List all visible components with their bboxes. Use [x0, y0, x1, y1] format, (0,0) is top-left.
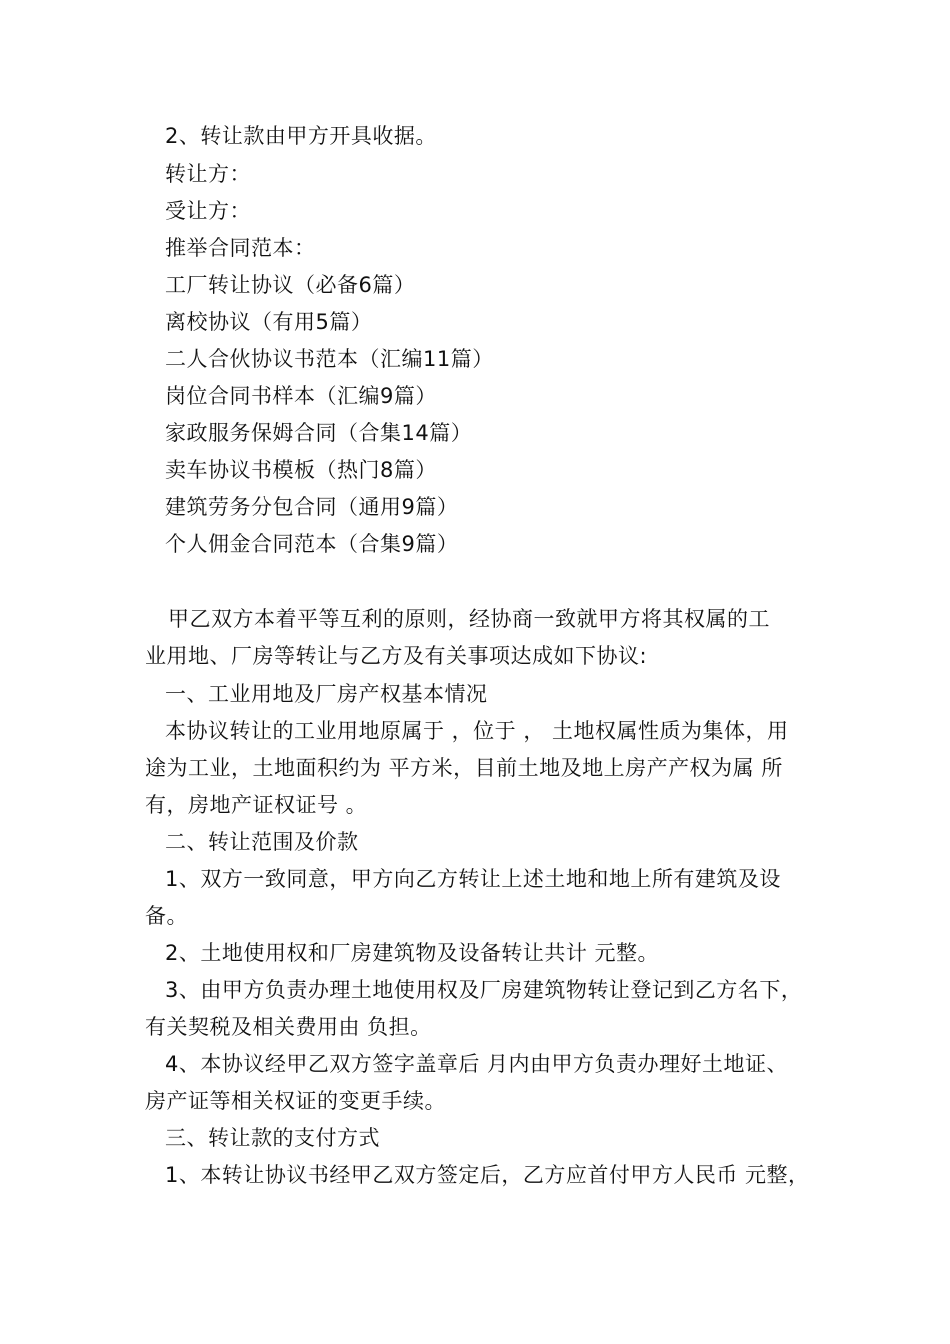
- section-paragraph: 本协议转让的工业用地原属于 ，位于 ， 土地权属性质为集体，用: [165, 719, 789, 743]
- recommend-item: 建筑劳务分包合同（通用9篇）: [165, 495, 459, 519]
- receipt-clause: 2、转让款由甲方开具收据。: [165, 124, 437, 148]
- agreement-intro: 业用地、厂房等转让与乙方及有关事项达成如下协议:: [145, 644, 648, 668]
- recommend-item: 个人佣金合同范本（合集9篇）: [165, 532, 459, 556]
- clause: 1、双方一致同意，甲方向乙方转让上述土地和地上所有建筑及设: [165, 867, 781, 891]
- clause: 备。: [145, 904, 188, 928]
- recommend-item: 岗位合同书样本（汇编9篇）: [165, 384, 437, 408]
- recommend-item: 离校协议（有用5篇）: [165, 310, 373, 334]
- recommend-item: 家政服务保姆合同（合集14篇）: [165, 421, 473, 445]
- recommend-heading: 推举合同范本：: [165, 236, 316, 260]
- recommend-item: 卖车协议书模板（热门8篇）: [165, 458, 437, 482]
- recommend-item: 二人合伙协议书范本（汇编11篇）: [165, 347, 494, 371]
- clause: 3、由甲方负责办理土地使用权及厂房建筑物转让登记到乙方名下，: [165, 978, 803, 1002]
- section-heading: 一、工业用地及厂房产权基本情况: [165, 682, 488, 706]
- clause: 有关契税及相关费用由 负担。: [145, 1015, 432, 1039]
- clause: 2、土地使用权和厂房建筑物及设备转让共计 元整。: [165, 941, 660, 965]
- section-paragraph: 有，房地产证权证号 。: [145, 793, 368, 817]
- section-heading: 三、转让款的支付方式: [165, 1126, 380, 1150]
- recommend-item: 工厂转让协议（必备6篇）: [165, 273, 416, 297]
- transferee-label: 受让方：: [165, 199, 251, 223]
- clause: 1、本转让协议书经甲乙双方签定后，乙方应首付甲方人民币 元整，: [165, 1163, 810, 1187]
- section-heading: 二、转让范围及价款: [165, 830, 359, 854]
- agreement-intro: 甲乙双方本着平等互利的原则，经协商一致就甲方将其权属的工: [168, 607, 770, 631]
- section-paragraph: 途为工业，土地面积约为 平方米，目前土地及地上房产产权为属 所: [145, 756, 783, 780]
- clause: 房产证等相关权证的变更手续。: [145, 1089, 446, 1113]
- clause: 4、本协议经甲乙双方签字盖章后 月内由甲方负责办理好土地证、: [165, 1052, 789, 1076]
- transferor-label: 转让方：: [165, 162, 251, 186]
